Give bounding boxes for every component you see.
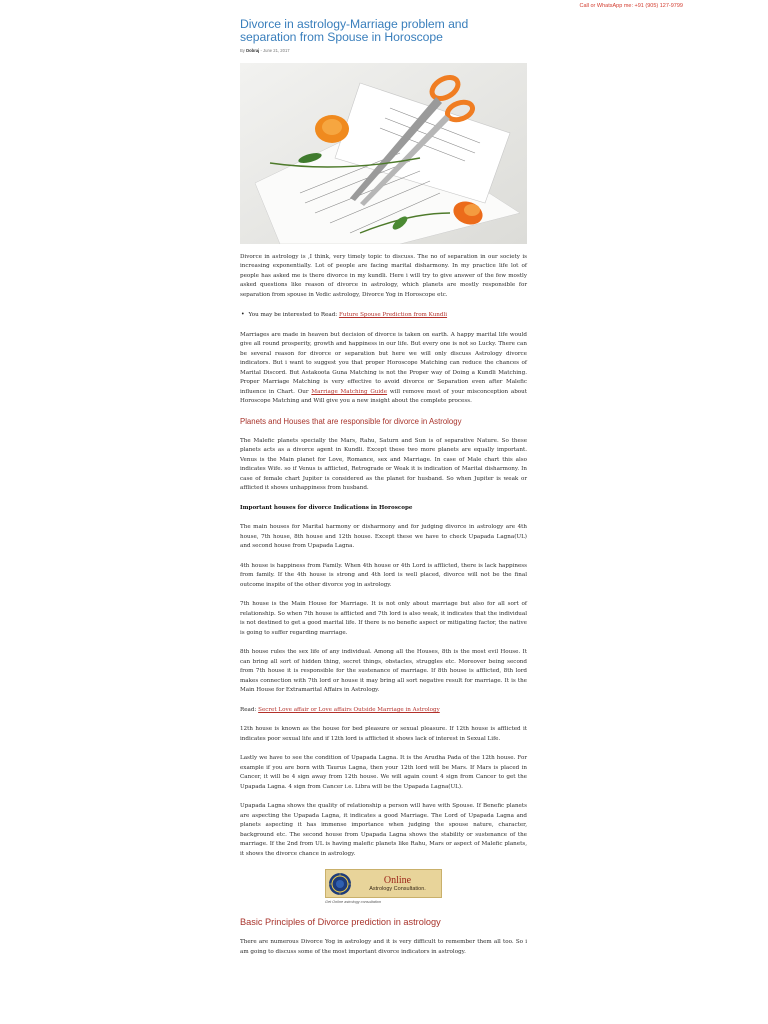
contact-banner[interactable]: Call or WhatsApp me: +91 (905) 127-9799 (579, 3, 683, 9)
list-item (240, 310, 527, 321)
fourth-house-paragraph: 4th house is happiness from Family. When 4th house or 4th Lord is afflicted, there is lack happiness from family. If the 4th house is strong and 4th lord is well placed, divorce will not be the final outcome inspite of the other divorce yog in astrology. (240, 562, 527, 588)
article (240, 18, 527, 957)
section-heading-houses: Important houses for divorce Indications in Horoscope (240, 504, 413, 511)
twelfth-house-paragraph: 12th house is known as the house for bed pleasure or sexual pleasure. If 12th house is afflicted it indicates poor sexual life and if 12th lord is afflicted it shows lack of interest in Sexual Life. (240, 726, 527, 742)
secret-love-affair-link[interactable]: Secret Love affair or Love affairs Outside Marriage in Astrology (258, 706, 440, 713)
read-prefix: Read: (240, 706, 257, 713)
read-more-line (240, 706, 527, 716)
upapada-lagna-paragraph: Lastly we have to see the condition of Upapada Lagna. It is the Arudha Pada of the 12th house. For example if you are born with Taurus Lagna, then your 12th lord will be Mars. If Mars is placed in Cancer, it will be 4 sign away from 12th house. We will again count 4 sign from Cancer to get the Upapada Lagna. 4 sign from Cancer i.e. Libra will be the Upapada Lagna(UL). (240, 755, 527, 790)
ad-subtitle: Astrology Consultation. (369, 886, 426, 893)
bullet-icon: • (241, 311, 245, 319)
post-date: - June 21, 2017 (260, 47, 290, 53)
author-link[interactable]: Dobraj (246, 47, 260, 53)
section-heading-planets: Planets and Houses that are responsible for divorce in Astrology (240, 416, 462, 426)
bullet-text (249, 311, 448, 321)
ad-caption: Get Online astrology consultation (325, 900, 381, 905)
planets-paragraph: The Malefic planets specially the Mars, Rahu, Saturn and Sun is of separative Nature. So these planets acts as a divorce agent in Kundli. Except these two more planets are equally important. Venus is the Main planet for Love, Romance, sex and Marriage. In case of Male chart this also indicates Wife. so if Venus is afflicted, Retrograde or Weak it is indication of Marital disharmony. In case of female chart Jupiter is considered as the planet for husband. So when Jupiter is weak or afflicted it shows unhappiness from husband. (240, 437, 527, 492)
divorce-certificate-scissors-illustration (240, 63, 527, 244)
future-spouse-link[interactable]: Future Spouse Prediction from Kundli (338, 312, 448, 319)
seventh-house-paragraph: 7th house is the Main House for Marriage. It is not only about marriage but also for all sort of relationship. So when 7th house is afflicted and 7th lord is also weak, it indicates that the individual is not destined to get a good marital life. If there is no benefic aspect or mitigating factor, the native is going to suffer regarding marriage. (240, 601, 527, 636)
section-heading-basic-principles: Basic Principles of Divorce prediction in astrology (240, 917, 441, 928)
intro-paragraph: Divorce in astrology is ,I think, very timely topic to discuss. The no of separation in our society is increasing exponentially. Lot of people are facing marital disharmony. In my practice life lot of people has asked me is there divorce in my kundli. Here i will try to give answer of the few mostly asked questions like reason of divorce in astrology, which planets are mostly responsible for separation from spouse in Vedic astrology, Divorce Yog in Horoscope etc. (240, 253, 527, 298)
upapada-quality-paragraph: Upapada Lagna shows the quality of relationship a person will have with Spouse. If Benefic planets are aspecting the Upapada Lagna, it indicates a good Marriage. The Lord of Upapada Lagna and planets aspecting it has immense importance when judging the spouse nature, character, background etc. The second house from Upapada Lagna shows the stability or sustenance of the marriage. If the 2nd from UL is having malefic planets like Rahu, Mars or aspect of Malefic planets, it shows the divorce chance in astrology. (240, 803, 527, 857)
ad-title: Online (383, 875, 412, 887)
post-meta (240, 48, 527, 53)
marriage-paragraph-a: Marriages are made in heaven but decision of divorce is taken on earth. A happy marital life would give all round prosperity, growth and happiness in our life. But every one is not so Lucky. There can be several reason for divorce or separation but here we will only discuss Astrology divorce indicators. But i want to suggest you that proper Horoscope Matching can reduce the chances of Marital Discord. But Astakoota Guna Matching is not the Proper way of Doing a Kundli Matching. Proper Marriage Matching is very effective to avoid divorce or Separation even after Malefic influence in Chart. Our (240, 331, 527, 395)
online-consultation-banner[interactable] (325, 869, 442, 904)
post-title: Divorce in astrology-Marriage problem and separation from Spouse in Horoscope (240, 17, 469, 45)
marriage-paragraph-b: will remove most of your misconception about Horoscope Matching and Will give you a new insight about the complete process. (240, 388, 528, 405)
ad-box[interactable] (325, 869, 442, 898)
ad-text (354, 875, 441, 892)
zodiac-wheel-icon (326, 870, 354, 898)
houses-paragraph: The main houses for Marital harmony or disharmony and for judging divorce in astrology are 4th house, 7th house, 8th house and 12th house. Except these we have to check Upapada Lagna(UL) and second house from Upapada Lagna. (240, 524, 527, 550)
eighth-house-paragraph: 8th house rules the sex life of any individual. Among all the Houses, 8th is the most evil House. It can bring all sort of hidden thing, secret things, obstacles, struggles etc. Moreover being second from 7th house it is responsible for the sustenance of marriage. If 8th house is afflicted, 8th lord makes connection with 7th lord or house it may bring all sort negative result for marriage. It is the Main House for Extramarital Affairs in Astrology. (240, 649, 527, 694)
marriage-matching-link[interactable]: Marriage Matching Guide (311, 388, 388, 395)
bullet-prefix: You may be interested to Read: (248, 312, 338, 319)
basic-principles-paragraph: There are numerous Divorce Yog in astrology and it is very difficult to remember them all too. So i am going to discuss some of the most important divorce indicators in astrology. (240, 939, 527, 955)
meta-by: By (240, 47, 245, 53)
marriage-paragraph (240, 331, 527, 407)
hero-image (240, 63, 527, 244)
